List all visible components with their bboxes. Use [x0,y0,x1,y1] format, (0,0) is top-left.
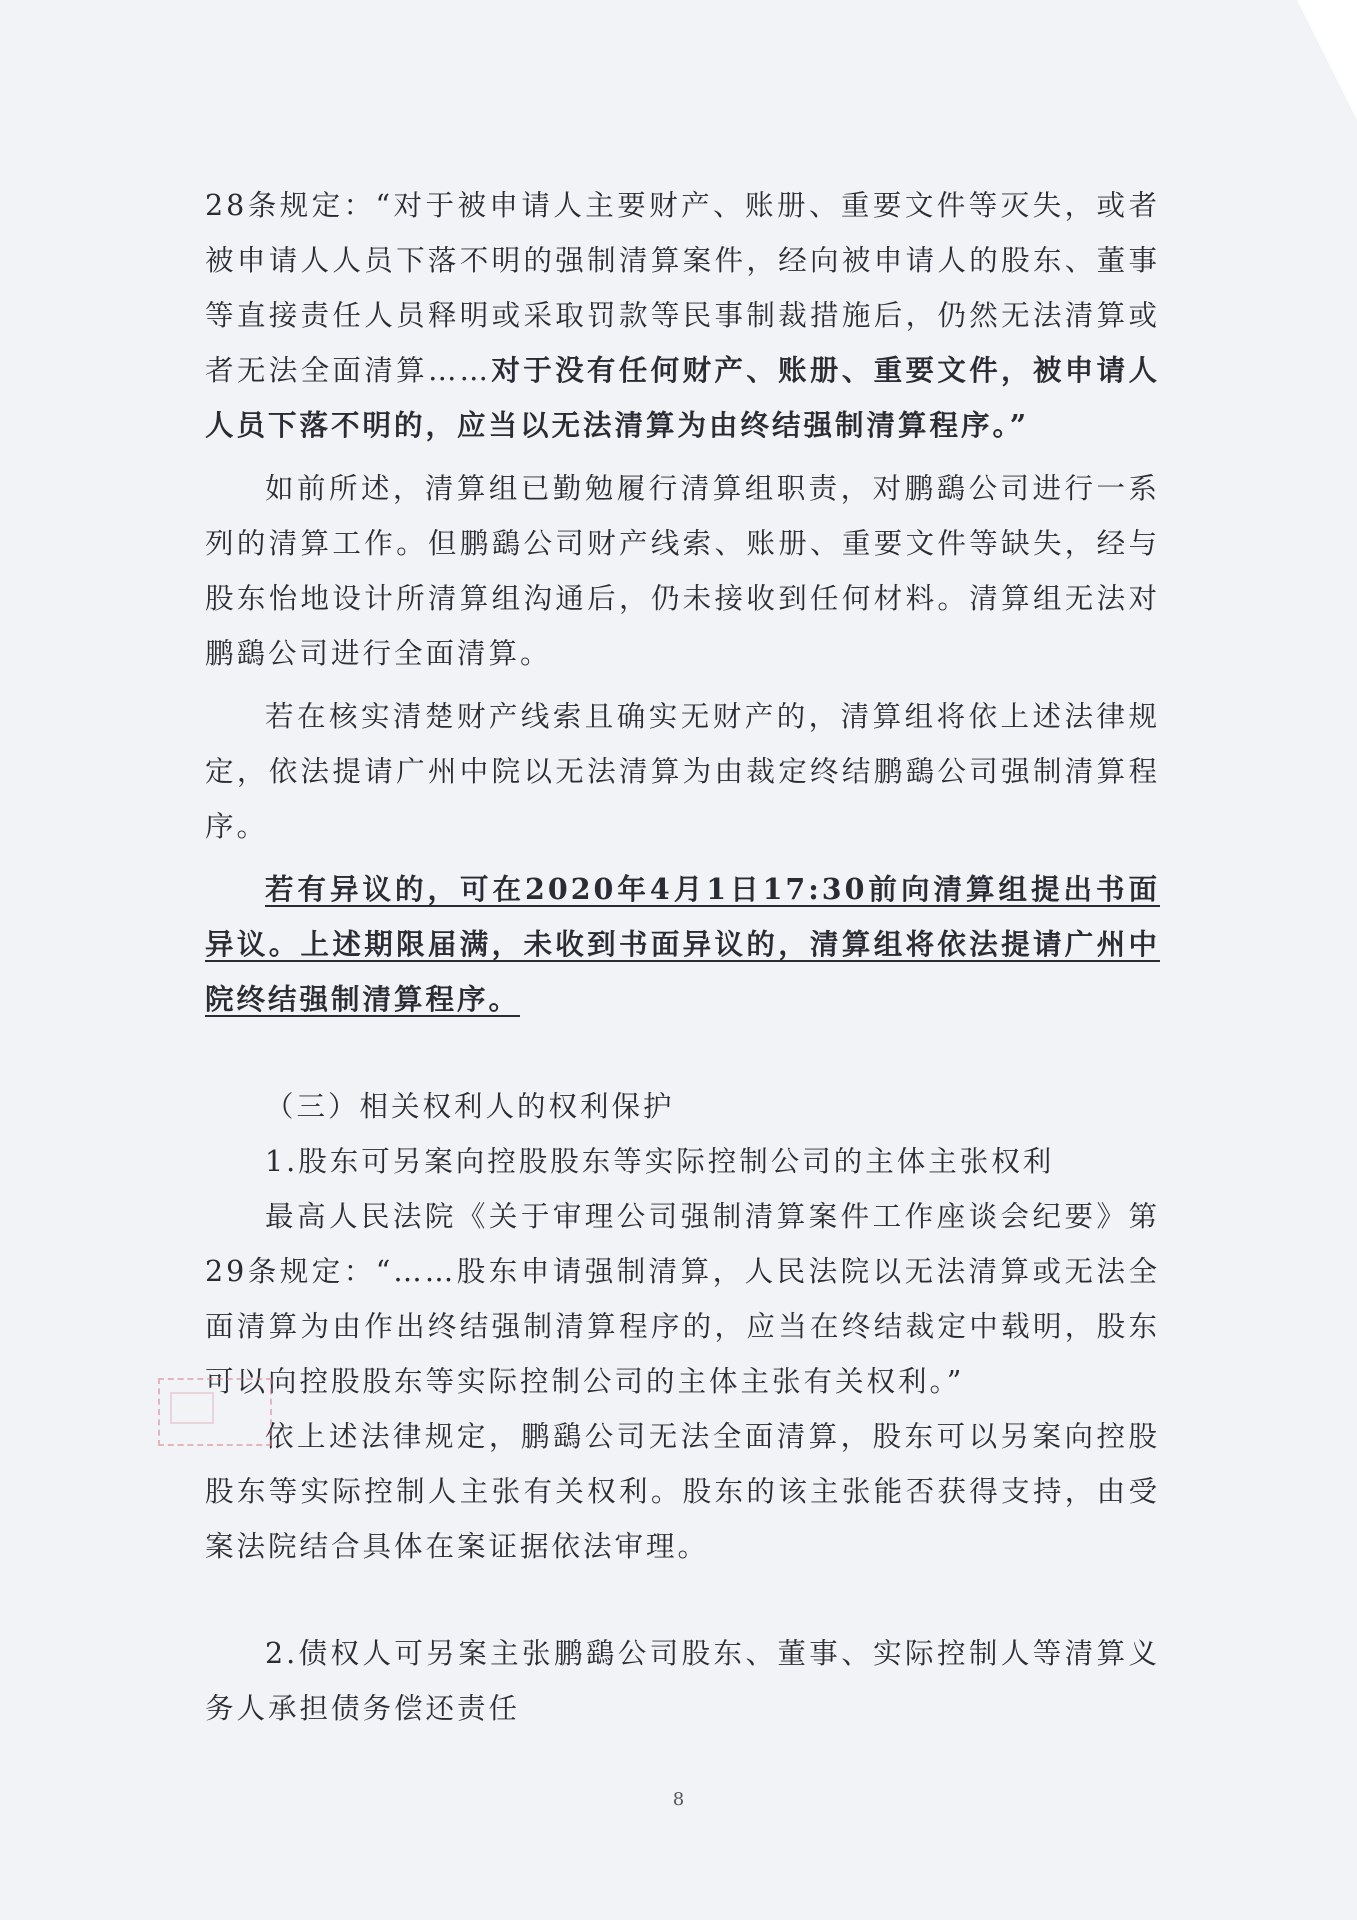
seal-stamp [158,1378,272,1446]
seal-mark [170,1392,214,1424]
paragraph-liquidation-work: 如前所述，清算组已勤勉履行清算组职责，对鹏鷂公司进行一系列的清算工作。但鹏鷂公司财产线索、账册、重要文件等缺失，经与股东怡地设计所清算组沟通后，仍未接收到任何材料。清算组无法对鹏鷂公司进行全面清算。 [205,472,1160,670]
document-body [205,178,1160,1736]
folded-corner [1297,0,1357,120]
paragraph-article-29: 最高人民法院《关于审理公司强制清算案件工作座谈会纪要》第29条规定：“……股东申请强制清算，人民法院以无法清算或无法全面清算为由作出终结强制清算程序的，应当在终结裁定中载明，股东可以向控股股东等实际控制公司的主体主张有关权利。” [205,1200,1160,1398]
paragraph-article-28: 28条规定：“对于被申请人主要财产、账册、重要文件等灭失，或者被申请人人员下落不明的强制清算案件，经向被申请人的股东、董事等直接责任人员释明或采取罚款等民事制裁措施后，仍然无法清算或者无法全面清算……对于没有任何财产、账册、重要文件，被申请人人员下落不明的，应当以无法清算为由终结强制清算程序。” [205,189,1160,442]
section-heading: （三）相关权利人的权利保护 [265,1090,675,1123]
bold-quote: 对于没有任何财产、账册、重要文件，被申请人人员下落不明的，应当以无法清算为由终结强制清算程序。” [205,353,1160,442]
item-heading-1: 1.股东可另案向控股股东等实际控制公司的主体主张权利 [265,1145,1055,1178]
paragraph-objection-notice: 若有异议的，可在2020年4月1日17:30前向清算组提出书面异议。上述期限届满，未收到书面异议的，清算组将依法提请广州中院终结强制清算程序。 [205,872,1160,1016]
paragraph-shareholder-rights: 依上述法律规定，鹏鷂公司无法全面清算，股东可以另案向控股股东等实际控制人主张有关权利。股东的该主张能否获得支持，由受案法院结合具体在案证据依法审理。 [205,1420,1160,1563]
item-heading-2: 2.债权人可另案主张鹏鷂公司股东、董事、实际控制人等清算义务人承担债务偿还责任 [205,1637,1160,1725]
page-number: 8 [672,1789,685,1810]
paragraph-court-request: 若在核实清楚财产线索且确实无财产的，清算组将依上述法律规定，依法提请广州中院以无法清算为由裁定终结鹏鷂公司强制清算程序。 [205,700,1160,843]
